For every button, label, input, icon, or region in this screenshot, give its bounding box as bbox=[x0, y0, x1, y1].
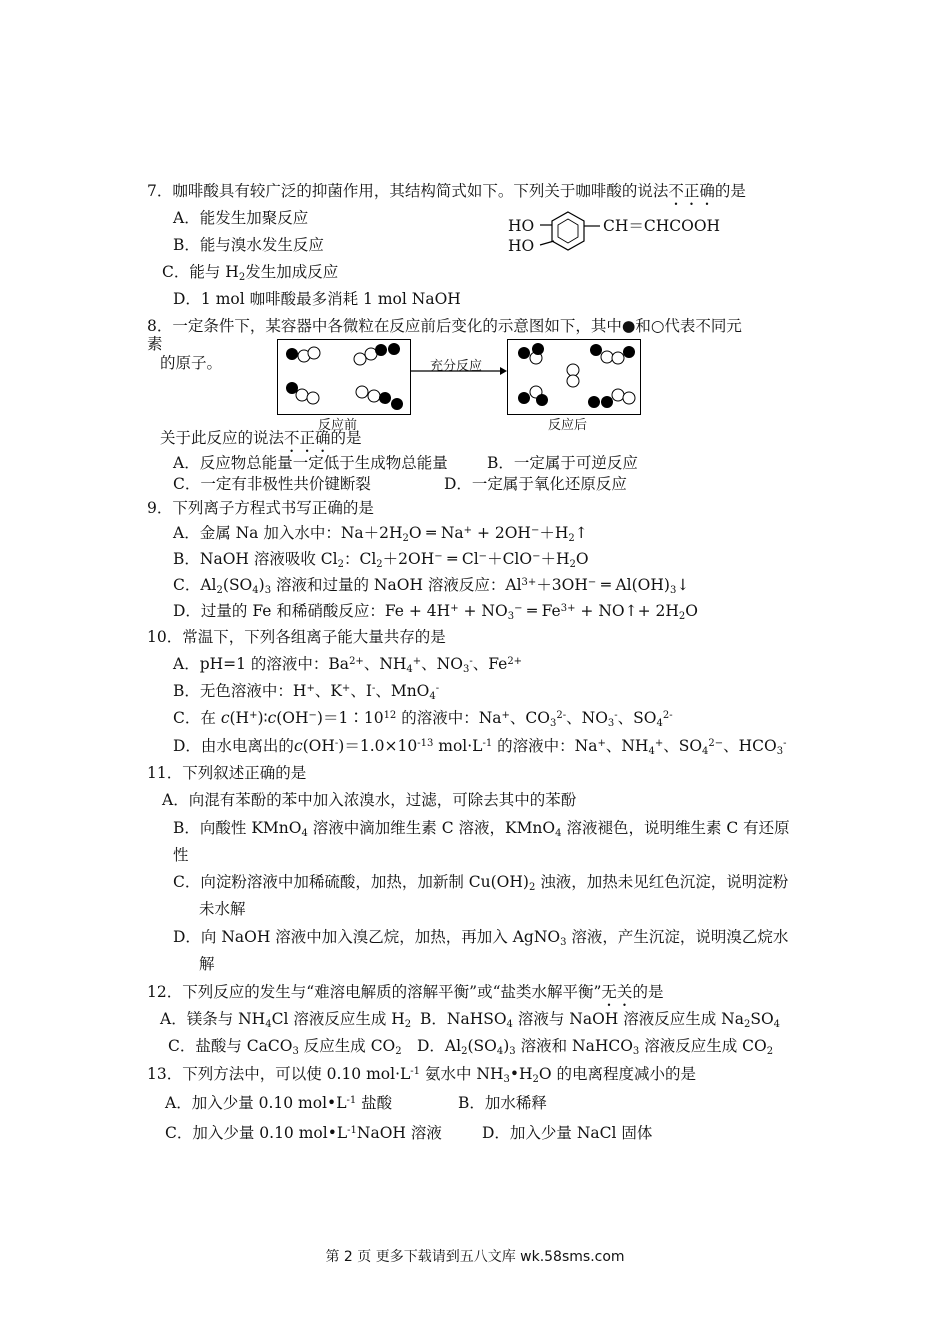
q9-option-b[interactable]: B．NaOH 溶液吸收 $Cl_2$：$Cl_2+2OH^-$ ═ $Cl^-+ClO^-+H_2O$ bbox=[173, 550, 589, 570]
q10-option-d[interactable]: D．由水电离出的$c(OH^-)=1.0\times 10^{-13}$ $mol\cdot L^{-1}$ 的溶液中：Na+、$NH_4^+$、$SO_4^{2-}$、$HCO_3^-$ bbox=[173, 737, 787, 757]
q10-stem: 10．常温下，下列各组离子能大量共存的是 bbox=[147, 628, 446, 646]
q10-option-b[interactable]: B．无色溶液中：H+、K+、I-、MnO$_4$- bbox=[173, 682, 440, 702]
q9-option-c[interactable]: C．$Al_2(SO_4)_3$ 溶液和过量的 NaOH 溶液反应：$Al^{3+}+3OH^-$ ═ $Al(OH)_3↓$ bbox=[173, 576, 690, 596]
q12-option-a[interactable]: A．镁条与 $NH_4Cl$ 溶液反应生成 $H_2$ bbox=[160, 1010, 412, 1030]
caffeic-acid-structure bbox=[508, 208, 738, 260]
q8-stem-wrap: 素 bbox=[147, 335, 163, 353]
q11-option-c-wrap: 未水解 bbox=[199, 900, 246, 918]
q11-option-d-wrap: 解 bbox=[199, 955, 215, 973]
q7-option-b[interactable]: B．能与溴水发生反应 bbox=[173, 236, 324, 254]
q13-stem: 13．下列方法中，可以使 0.10 $mol\cdot L^{-1}$ 氨水中 $NH_3•H_2O$ 的电离程度减小的是 bbox=[147, 1065, 697, 1085]
q7-stem: 7．咖啡酸具有较广泛的抑菌作用，其结构简式如下。下列关于咖啡酸的说法不正确的是 bbox=[147, 182, 746, 200]
q11-option-a[interactable]: A．向混有苯酚的苯中加入浓溴水，过滤，可除去其中的苯酚 bbox=[162, 791, 577, 809]
q9-option-d[interactable]: D．过量的 Fe 和稀硝酸反应：$Fe + 4H^+ + NO_3^-$ ═ $Fe^{3+}$ + NO↑+ $2H_2O$ bbox=[173, 602, 698, 622]
q8-option-b[interactable]: B．一定属于可逆反应 bbox=[487, 454, 638, 472]
q11-option-c[interactable]: C．向淀粉溶液中加稀硫酸，加热，加新制 $Cu(OH)_2$ 浊液，加热未见红色沉淀，说明淀粉 bbox=[173, 873, 789, 893]
q10-option-a[interactable]: A．pH=1 的溶液中：$Ba^{2+}$、$NH_4^+$、$NO_3^-$、$Fe^{2+}$ bbox=[173, 655, 523, 675]
q8-option-d[interactable]: D．一定属于氧化还原反应 bbox=[444, 475, 627, 493]
q8-option-a[interactable]: A．反应物总能量一定低于生成物总能量 bbox=[173, 454, 448, 472]
before-label: 反应前 bbox=[318, 418, 358, 433]
q12-option-c[interactable]: C．盐酸与 CaCO$_3$ 反应生成 $CO_2$ bbox=[168, 1037, 402, 1057]
q10-option-c[interactable]: C．在 $c(H^+)∶c(OH^-)=1∶10^{12}$ 的溶液中：Na+、$CO_3^{2-}$、$NO_3^-$、$SO_4^{2-}$ bbox=[173, 709, 673, 729]
q12-option-d[interactable]: D．$Al_2(SO_4)_3$ 溶液和 NaHCO$_3$ 溶液反应生成 $CO_2$ bbox=[417, 1037, 774, 1057]
q12-option-b[interactable]: B．NaHSO$_4$ 溶液与 NaOH 溶液反应生成 $Na_2SO_4$ bbox=[420, 1010, 781, 1030]
before-reaction-box bbox=[277, 339, 411, 415]
q8-atoms: 的原子。 bbox=[160, 354, 223, 372]
q8-stem: 8．一定条件下，某容器中各微粒在反应前后变化的示意图如下，其中●和○代表不同元 bbox=[147, 317, 742, 335]
q11-option-b[interactable]: B．向酸性 KMnO$_4$ 溶液中滴加维生素 C 溶液，KMnO$_4$ 溶液褪色，说明维生素 C 有还原 bbox=[173, 819, 790, 839]
q13-option-a[interactable]: A．加入少量 0.10 $mol•L^{-1}$ 盐酸 bbox=[165, 1094, 393, 1112]
q11-option-d[interactable]: D．向 NaOH 溶液中加入溴乙烷，加热，再加入 AgNO$_3$ 溶液，产生沉淀，说明溴乙烷水 bbox=[173, 928, 789, 948]
q11-stem: 11．下列叙述正确的是 bbox=[147, 764, 307, 782]
after-reaction-box bbox=[507, 339, 641, 415]
page-footer: 第 2 页 更多下载请到五八文库 wk.58sms.com bbox=[325, 1249, 625, 1265]
q11-option-b-wrap: 性 bbox=[173, 846, 189, 864]
molecule-diagram-after bbox=[508, 340, 640, 414]
q7-option-a[interactable]: A．能发生加聚反应 bbox=[173, 209, 309, 227]
q7-option-d[interactable]: D．1 mol 咖啡酸最多消耗 1 mol NaOH bbox=[173, 290, 461, 308]
q13-option-c[interactable]: C．加入少量 0.10 $mol•L^{-1}NaOH$ 溶液 bbox=[165, 1124, 442, 1142]
q9-option-a[interactable]: A．金属 Na 加入水中：$Na+2H_2O$ ═ $Na^+ + 2OH^-+H_2↑$ bbox=[173, 524, 588, 544]
q8-question: 关于此反应的说法不正确的是 bbox=[160, 429, 362, 447]
side-chain: CH＝CHCOOH bbox=[603, 217, 721, 235]
ho-group-2: HO bbox=[508, 237, 535, 255]
q13-option-b[interactable]: B．加水稀释 bbox=[458, 1094, 547, 1112]
q13-option-d[interactable]: D．加入少量 NaCl 固体 bbox=[482, 1124, 653, 1142]
q9-stem: 9．下列离子方程式书写正确的是 bbox=[147, 499, 374, 517]
q12-stem: 12．下列反应的发生与“难溶电解质的溶解平衡”或“盐类水解平衡”无关的是 bbox=[147, 983, 664, 1001]
q7-option-c[interactable]: C．能与 $H_2$发生加成反应 bbox=[162, 263, 339, 283]
ho-group-1: HO bbox=[508, 217, 535, 235]
after-label: 反应后 bbox=[548, 418, 588, 433]
q8-option-c[interactable]: C．一定有非极性共价键断裂 bbox=[173, 475, 371, 493]
arrow-label: 充分反应 bbox=[430, 359, 483, 374]
molecule-diagram-before bbox=[278, 340, 410, 414]
